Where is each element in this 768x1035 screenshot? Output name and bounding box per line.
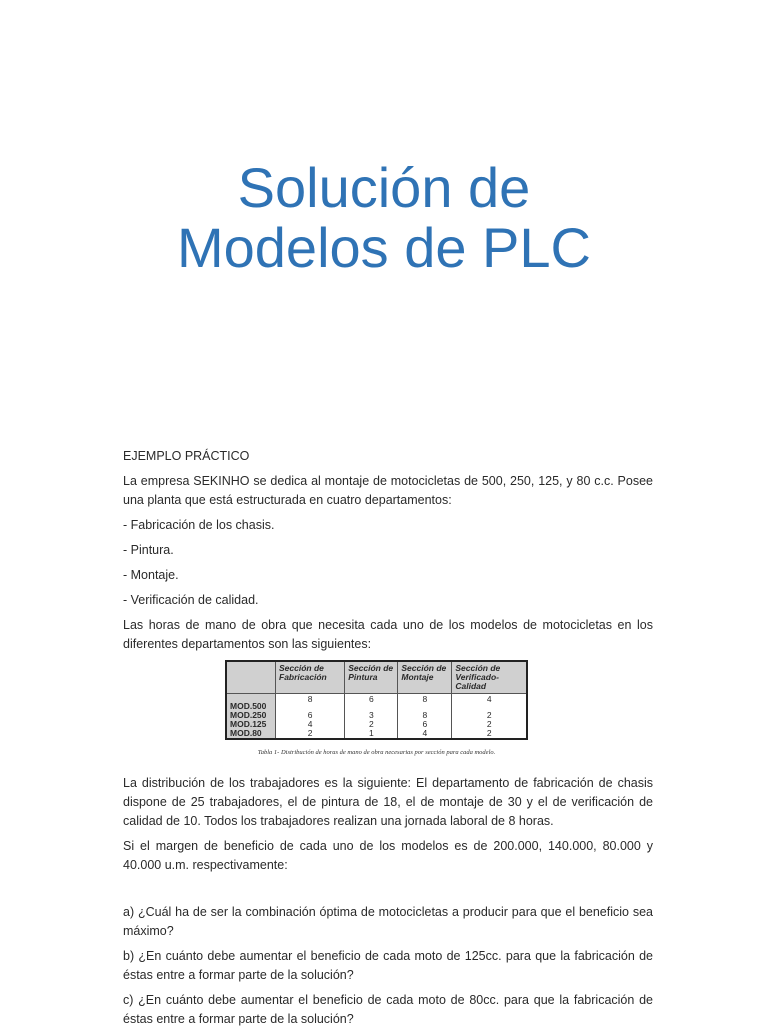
question-item: a) ¿Cuál ha de ser la combinación óptima de motocicletas a producir para que el beneficio sea máximo?: [123, 905, 653, 938]
table-cell: 2: [276, 729, 345, 739]
table-cell: 4: [276, 720, 345, 729]
table-cell: 8: [398, 694, 452, 712]
column-header: Sección de Fabricación: [276, 661, 345, 694]
hours-table: [225, 660, 528, 740]
table-cell: 8: [276, 694, 345, 712]
column-header: Sección de Montaje: [398, 661, 452, 694]
row-header: MOD.500: [226, 694, 276, 712]
table-cell: 1: [345, 729, 398, 739]
section-heading: EJEMPLO PRÁCTICO: [123, 449, 250, 463]
intro-paragraph: La empresa SEKINHO se dedica al montaje de motocicletas de 500, 250, 125, y 80 c.c. Posee una planta que está estructurada en cuatro departamentos:: [123, 474, 653, 507]
table-cell: 6: [398, 720, 452, 729]
table-header-row: [226, 661, 527, 694]
table-caption: Tabla 1- Distribución de horas de mano de obra necesarias por sección para cada modelo.: [257, 749, 496, 756]
table-row: [226, 694, 527, 712]
table-cell: 4: [452, 694, 527, 712]
question-item: c) ¿En cuánto debe aumentar el beneficio de cada moto de 80cc. para que la fabricación de éstas entre a formar parte de la solución?: [123, 993, 653, 1026]
department-item: - Fabricación de los chasis.: [123, 518, 275, 532]
row-header: MOD.125: [226, 720, 276, 729]
table-cell: 2: [345, 720, 398, 729]
row-header: MOD.80: [226, 729, 276, 739]
column-header: Sección de Verificado-Calidad: [452, 661, 527, 694]
table-cell: 2: [452, 729, 527, 739]
table-cell: 2: [452, 720, 527, 729]
table-cell: 4: [398, 729, 452, 739]
column-header: Sección de Pintura: [345, 661, 398, 694]
table-row: [226, 729, 527, 739]
table-cell: 2: [452, 711, 527, 720]
workers-paragraph: La distribución de los trabajadores es la siguiente: El departamento de fabricación de chasis dispone de 25 trabajadores, el de pintura de 18, el de montaje de 30 y el de verificación de calidad de 10. Todos los trabajadores realizan una jornada laboral de 8 horas.: [123, 776, 653, 828]
document-body: [123, 447, 653, 1035]
row-header: MOD.250: [226, 711, 276, 720]
spacer: [123, 881, 653, 903]
department-item: - Verificación de calidad.: [123, 593, 259, 607]
table-cell: 6: [276, 711, 345, 720]
question-item: b) ¿En cuánto debe aumentar el beneficio de cada moto de 125cc. para que la fabricación de éstas entre a formar parte de la solución?: [123, 949, 653, 982]
title-line-1: Solución de: [237, 156, 531, 219]
table-row: [226, 720, 527, 729]
title-line-2: Modelos de PLC: [176, 216, 591, 279]
hours-table-container: [225, 660, 528, 762]
page-title: [0, 158, 768, 278]
table-row: [226, 711, 527, 720]
department-item: - Montaje.: [123, 568, 179, 582]
department-item: - Pintura.: [123, 543, 174, 557]
table-cell: 6: [345, 694, 398, 712]
table-cell: 8: [398, 711, 452, 720]
margin-paragraph: Si el margen de beneficio de cada uno de los modelos es de 200.000, 140.000, 80.000 y 40.000 u.m. respectivamente:: [123, 839, 653, 872]
table-cell: 3: [345, 711, 398, 720]
hours-intro-paragraph: Las horas de mano de obra que necesita cada uno de los modelos de motocicletas en los diferentes departamentos son las siguientes:: [123, 618, 653, 651]
table-corner-cell: [226, 661, 276, 694]
